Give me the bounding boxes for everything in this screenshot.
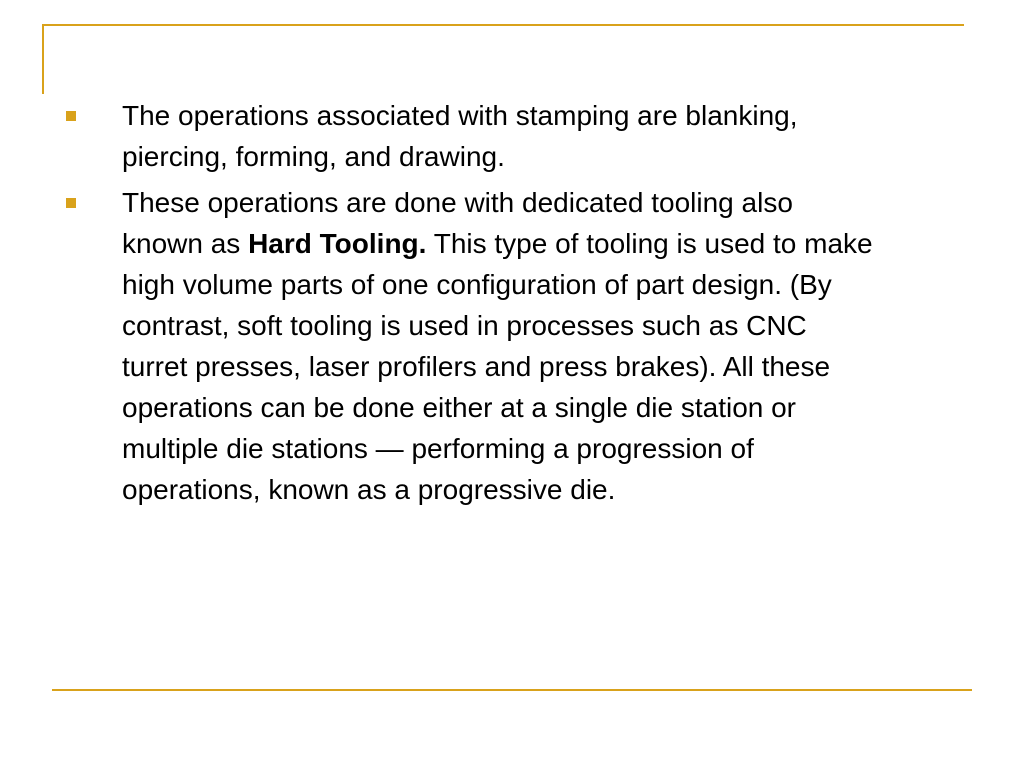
frame-left-rule (42, 24, 44, 94)
frame-bottom-rule (52, 689, 972, 691)
bullet-line: These operations are done with dedicated tooling also (122, 187, 793, 218)
bullet-line: operations can be done either at a single die station or (122, 392, 797, 423)
bullet-line: operations, known as a progressive die. (122, 474, 616, 505)
bullet-line-with-term (122, 223, 1024, 264)
bullet-line: contrast, soft tooling is used in processes such as CNC (122, 310, 807, 341)
square-bullet-icon (66, 111, 76, 121)
bullet-line: The operations associated with stamping are blanking, (122, 100, 798, 131)
bullet-text-segment: This type of tooling is used to make (426, 228, 873, 259)
bullet-text-segment: known as (122, 228, 249, 259)
bullet-line: high volume parts of one configuration of part design. (By (122, 269, 832, 300)
bullet-line: piercing, forming, and drawing. (122, 141, 505, 172)
bullet-line: multiple die stations — performing a progression of (122, 433, 754, 464)
hard-tooling-term: Hard Tooling. (248, 228, 427, 259)
slide-bullet-list (0, 95, 1024, 515)
square-bullet-icon (66, 198, 76, 208)
bullet-item-stamping-operations (0, 95, 1024, 177)
bullet-line: turret presses, laser profilers and press brakes). All these (122, 351, 831, 382)
frame-top-rule (42, 24, 964, 26)
bullet-item-hard-tooling (0, 182, 1024, 510)
